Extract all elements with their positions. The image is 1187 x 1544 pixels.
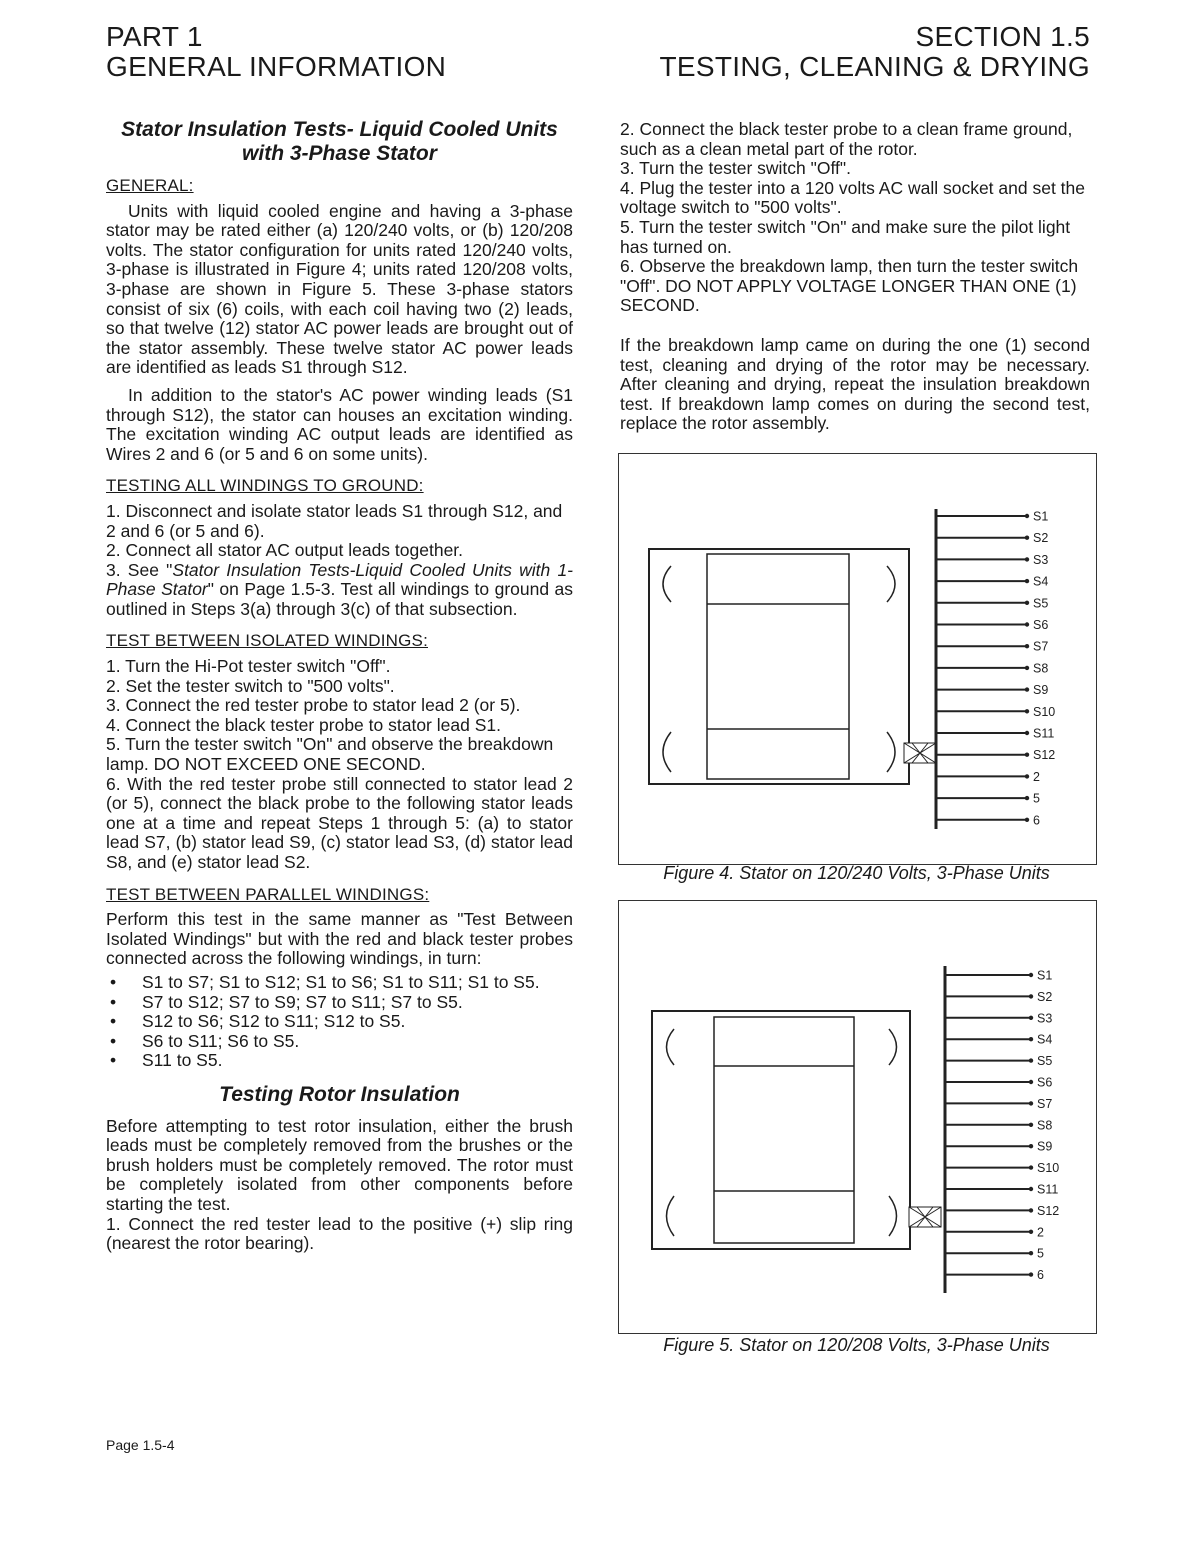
lead-terminal xyxy=(1025,753,1029,757)
list-item: • S1 to S7; S1 to S12; S1 to S6; S1 to S11; S1 to S5. xyxy=(106,973,573,993)
list-item: 5. Turn the tester switch "On" and make sure the pilot light has turned on. xyxy=(620,216,1071,257)
figure-5-diagram xyxy=(619,901,1096,1333)
lead-terminal xyxy=(1025,687,1029,691)
lead-label: S3 xyxy=(1033,552,1049,567)
lead-terminal xyxy=(1025,796,1029,800)
figure-5-caption: Figure 5. Stator on 120/208 Volts, 3-Phase Units xyxy=(663,1335,1050,1355)
rotor-step-1: 1. Connect the red tester lead to the positive (+) slip ring (nearest the rotor bearing). xyxy=(106,1213,573,1254)
left-column xyxy=(106,118,573,1254)
lead-terminal xyxy=(1029,1272,1033,1276)
coil-end xyxy=(667,1196,675,1236)
section-number: SECTION 1.5 xyxy=(915,21,1090,52)
ground-test-heading: TESTING ALL WINDINGS TO GROUND: xyxy=(106,476,424,496)
lead-terminal xyxy=(1025,557,1029,561)
lead-label: S11 xyxy=(1033,726,1055,741)
stator-frame xyxy=(649,549,909,784)
lead-terminal xyxy=(1029,1251,1033,1255)
stator-core xyxy=(714,1017,854,1243)
lead-label: S12 xyxy=(1037,1203,1060,1218)
lead-label: S5 xyxy=(1033,596,1049,611)
lead-label: S1 xyxy=(1037,968,1053,983)
list-item: 1. Disconnect and isolate stator leads S1 through S12, and 2 and 6 (or 5 and 6). xyxy=(106,500,563,541)
lead-label: 6 xyxy=(1037,1268,1044,1283)
lead-terminal xyxy=(1025,622,1029,626)
list-item: 1. Turn the Hi-Pot tester switch "Off". xyxy=(106,656,391,677)
list-item: • S12 to S6; S12 to S11; S12 to S5. xyxy=(106,1012,573,1032)
figure-5-box xyxy=(618,900,1097,1334)
part-title: GENERAL INFORMATION xyxy=(106,51,447,82)
list-item: • S11 to S5. xyxy=(106,1051,573,1071)
parallel-test-list xyxy=(106,973,573,1071)
lead-label: S2 xyxy=(1037,989,1053,1004)
right-column xyxy=(620,120,1090,434)
isolated-test-steps xyxy=(106,657,573,873)
rotor-test-steps xyxy=(620,120,1090,316)
list-item: 6. With the red tester probe still connected to stator lead 2 (or 5), connect the black probe to the following stator leads one at a time and repeat Steps 1 through 5: (a) to stator lead S7, (b) stator lead S9, (c) stator lead S3, (d) stator lead S8, and (e) stator lead S2. xyxy=(106,773,573,872)
lead-terminal xyxy=(1025,774,1029,778)
list-item: 2. Connect all stator AC output leads together. xyxy=(106,540,464,561)
coil-end xyxy=(663,732,671,772)
lead-terminal xyxy=(1029,1016,1033,1020)
list-item: 2. Set the tester switch to "500 volts". xyxy=(106,675,395,696)
lead-terminal xyxy=(1029,1230,1033,1234)
list-item: 4. Connect the black tester probe to stator lead S1. xyxy=(106,714,501,735)
lead-label: S6 xyxy=(1037,1075,1053,1090)
rotor-paragraph: Before attempting to test rotor insulation, either the brush leads must be completely removed from the brushes or the brush holders must be completely removed. The rotor must be completely isolated from other components before starting the test. xyxy=(106,1115,573,1214)
step-3-suffix: " on Page 1.5-3. Test all windings to ground as outlined in Steps 3(a) through 3(c) of that subsection. xyxy=(106,579,574,619)
lead-terminal xyxy=(1025,536,1029,540)
parallel-test-heading: TEST BETWEEN PARALLEL WINDINGS: xyxy=(106,884,430,904)
list-item: 3. Turn the tester switch "Off". xyxy=(620,158,851,179)
rotor-insulation-title: Testing Rotor Insulation xyxy=(219,1082,460,1106)
page-number: Page 1.5-4 xyxy=(106,1437,175,1453)
lead-terminal xyxy=(1029,1187,1033,1191)
cross-reference: Stator Insulation Tests-Liquid Cooled Units with 1-Phase Stator xyxy=(106,559,574,600)
lead-label: S1 xyxy=(1033,509,1049,524)
lead-terminal xyxy=(1029,1101,1033,1105)
breakdown-paragraph: If the breakdown lamp came on during the one (1) second test, cleaning and drying of the rotor may be necessary. After cleaning and drying, repeat the insulation breakdown test. If breakdown lamp comes on during the second test, replace the rotor assembly. xyxy=(620,334,1090,434)
section-header xyxy=(660,22,1090,82)
lead-label: S9 xyxy=(1033,683,1049,698)
lead-terminal xyxy=(1025,709,1029,713)
list-item: 2. Connect the black tester probe to a clean frame ground, such as a clean metal part of the rotor. xyxy=(620,119,1073,159)
lead-label: 2 xyxy=(1037,1225,1044,1240)
parallel-test-paragraph: Perform this test in the same manner as "Test Between Isolated Windings" but with the red and black tester probes connected across the following windings, in turn: xyxy=(106,909,573,969)
figure-4-diagram xyxy=(619,454,1096,864)
lead-label: S4 xyxy=(1033,574,1049,589)
lead-terminal xyxy=(1029,1208,1033,1212)
lead-label: 5 xyxy=(1037,1246,1044,1261)
lead-terminal xyxy=(1025,514,1029,518)
lead-label: 5 xyxy=(1033,791,1040,806)
coil-end xyxy=(887,732,895,772)
list-item: • S7 to S12; S7 to S9; S7 to S11; S7 to S5. xyxy=(106,993,573,1013)
lead-label: S11 xyxy=(1037,1182,1059,1197)
lead-terminal xyxy=(1025,666,1029,670)
figure-4-box xyxy=(618,453,1097,865)
lead-label: S8 xyxy=(1037,1118,1053,1133)
lead-label: S5 xyxy=(1037,1054,1053,1069)
list-item: 3. Connect the red tester probe to stator lead 2 (or 5). xyxy=(106,695,521,716)
lead-terminal xyxy=(1029,994,1033,998)
lead-label: S6 xyxy=(1033,618,1049,632)
isolated-test-heading: TEST BETWEEN ISOLATED WINDINGS: xyxy=(106,631,428,651)
stator-frame xyxy=(652,1011,910,1249)
stator-test-title: Stator Insulation Tests- Liquid Cooled Units with 3-Phase Stator xyxy=(121,118,558,165)
lead-label: 2 xyxy=(1033,769,1040,784)
lead-terminal xyxy=(1029,1165,1033,1169)
list-item: 4. Plug the tester into a 120 volts AC wall socket and set the voltage switch to "500 volts". xyxy=(620,177,1085,218)
general-heading: GENERAL: xyxy=(106,176,194,195)
coil-end xyxy=(663,566,671,602)
lead-terminal xyxy=(1025,644,1029,648)
coil-end xyxy=(887,566,895,602)
general-paragraph-1: Units with liquid cooled engine and having a 3-phase stator may be rated either (a) 120/240 volts, or (b) 120/208 volts. The stator configuration for units rated 120/240 volts, 3-phase is illustrated in Figure 4; units rated 120/208 volts, 3-phase are shown in Figure 5. These 3-phase stators consist of six (6) coils, with each coil having two (2) leads, so that twelve (12) stator AC power leads are brought out of the stator assembly. These twelve stator AC power leads are identified as leads S1 through S12. xyxy=(106,200,573,378)
list-item: 5. Turn the tester switch "On" and observe the breakdown lamp. DO NOT EXCEED ONE SECOND. xyxy=(106,734,554,775)
lead-terminal xyxy=(1025,601,1029,605)
lead-terminal xyxy=(1029,1037,1033,1041)
lead-label: S7 xyxy=(1033,639,1049,654)
lead-terminal xyxy=(1029,1123,1033,1127)
lead-label: S10 xyxy=(1033,704,1056,719)
lead-label: S7 xyxy=(1037,1096,1053,1111)
section-title: TESTING, CLEANING & DRYING xyxy=(659,51,1090,82)
lead-terminal xyxy=(1029,1144,1033,1148)
lead-label: S4 xyxy=(1037,1032,1053,1047)
list-item xyxy=(106,561,573,620)
lead-label: S8 xyxy=(1033,661,1049,676)
lead-label: S9 xyxy=(1037,1139,1053,1154)
step-3-prefix: 3. See " xyxy=(106,559,173,580)
general-paragraph-2: In addition to the stator's AC power winding leads (S1 through S12), the stator can houses an excitation winding. The excitation winding AC output leads are identified as Wires 2 and 6 (or 5 and 6 on some units). xyxy=(106,384,573,464)
lead-terminal xyxy=(1025,579,1029,583)
part-number: PART 1 xyxy=(106,21,203,52)
lead-label: S3 xyxy=(1037,1011,1053,1026)
lead-terminal xyxy=(1029,1058,1033,1062)
lead-terminal xyxy=(1025,731,1029,735)
coil-end xyxy=(889,1029,897,1065)
figure-4-caption: Figure 4. Stator on 120/240 Volts, 3-Phase Units xyxy=(663,863,1050,883)
ground-test-steps xyxy=(106,502,573,620)
lead-terminal xyxy=(1025,818,1029,822)
lead-label: S2 xyxy=(1033,531,1049,546)
lead-terminal xyxy=(1029,973,1033,977)
lead-label: S12 xyxy=(1033,748,1056,763)
part-header xyxy=(106,22,446,82)
list-item: 6. Observe the breakdown lamp, then turn the tester switch "Off". DO NOT APPLY VOLTAGE LONGER THAN ONE (1) SECOND. xyxy=(620,256,1079,316)
coil-end xyxy=(667,1029,675,1065)
list-item: • S6 to S11; S6 to S5. xyxy=(106,1032,573,1052)
stator-core xyxy=(707,554,849,779)
lead-label: S10 xyxy=(1037,1161,1060,1176)
lead-terminal xyxy=(1029,1080,1033,1084)
coil-end xyxy=(889,1196,897,1236)
lead-label: 6 xyxy=(1033,813,1040,828)
